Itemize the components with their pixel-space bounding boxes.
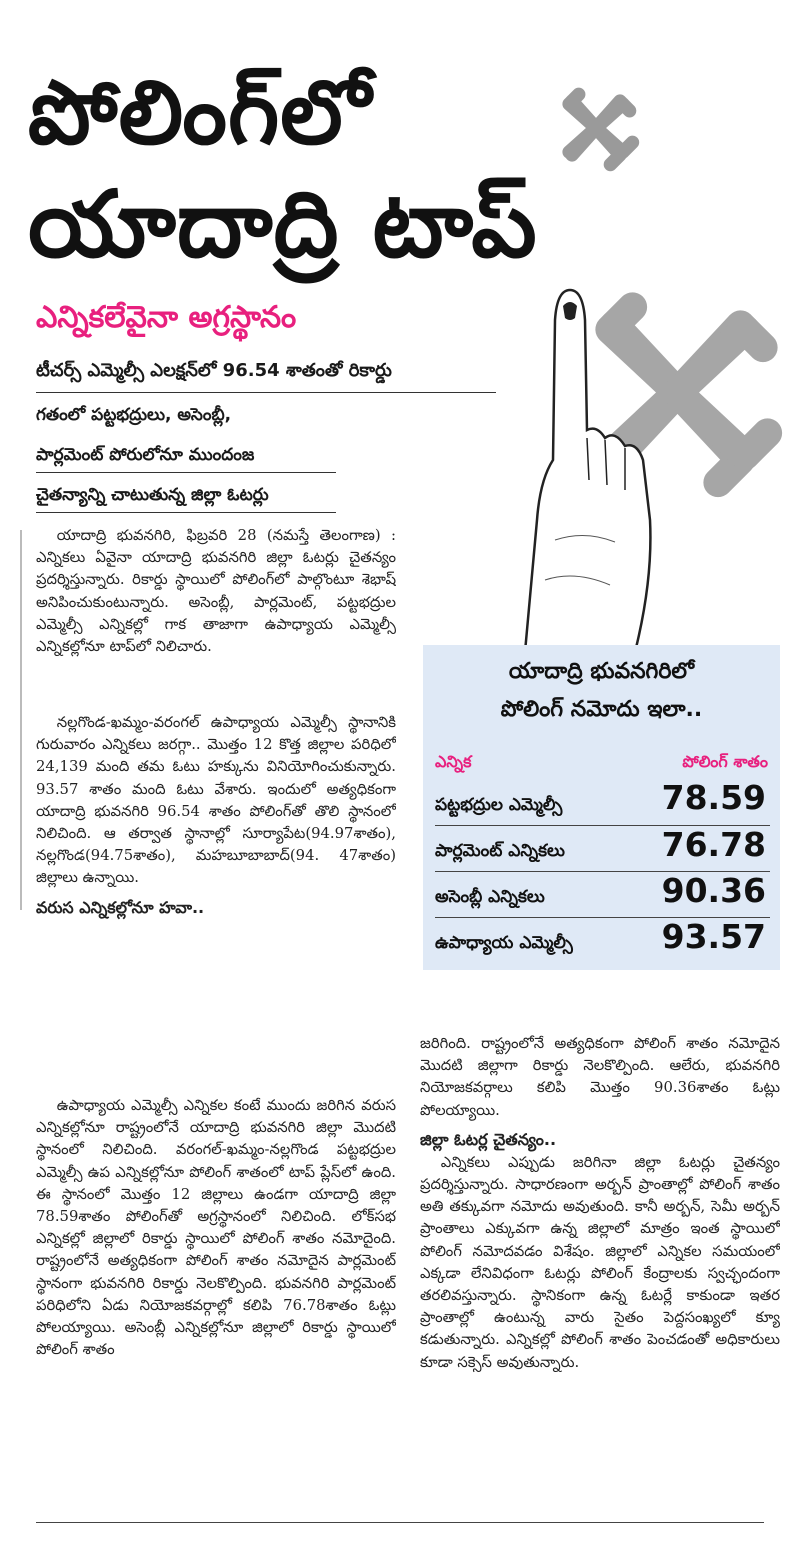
stat-row-label: అసెంబ్లీ ఎన్నికలు xyxy=(435,887,545,907)
subhead-1: టీచర్స్‌ ఎమ్మెల్సీ ఎలక్షన్‌లో 96.54 శాతంతో రికార్డు xyxy=(36,360,392,381)
subhead-3: పార్లమెంట్‌ పోరులోనూ ముందంజ xyxy=(36,445,255,465)
column-rule xyxy=(20,530,22,910)
divider xyxy=(36,472,336,473)
election-symbol-icon xyxy=(548,80,644,176)
section-heading: జిల్లా ఓటర్ల చైతన్యం.. xyxy=(420,1129,557,1149)
paragraph: యాదాద్రి భువనగిరి, ఫిబ్రవరి 28 (నమస్తే తెలంగాణ) : ఎన్నికలు ఏవైనా యాదాద్రి భువనగిరి జిల్లా ఓటర్లు చైతన్యం ప్రదర్శిస్తున్నారు. రికార్డు స్థాయిలో పోలింగ్‌లో పాల్గొంటూ శెభాష్‌ అనిపించుకుంటున్నారు. అసెంబ్లీ, పార్లమెంట్‌, పట్టభద్రుల ఎమ్మెల్సీ ఎన్నికల్లో గాక తాజాగా ఉపాధ్యాయ ఎమ్మెల్సీ ఎన్నికల్లోనూ టాప్‌లో నిలిచారు. xyxy=(36,527,396,656)
kicker: ఎన్నికలేవైనా అగ్రస్థానం xyxy=(36,300,297,335)
paragraph: ఎన్నికలు ఎప్పుడు జరిగినా జిల్లా ఓటర్లు చైతన్యం ప్రదర్శిస్తున్నారు. సాధారణంగా అర్బన్‌ ప్రాంతాల్లో పోలింగ్‌ శాతం అతి తక్కువగా నమోదు అవుతుంది. కానీ అర్బన్‌, సెమీ అర్బన్‌ ప్రాంతాలు ఎక్కువగా ఉన్న జిల్లాలో మాత్రం ఇంత స్థాయిలో పోలింగ్‌ నమోదవడం విశేషం. జిల్లాలో ఎన్నికల సమయంలో ఎక్కడా లేనివిధంగా ఓటర్లు పోలింగ్‌ కేంద్రాలకు స్వచ్ఛందంగా తరలివస్తున్నారు. స్థానికంగా ఉన్న ఓటర్లే కాకుండా ఇతర ప్రాంతాల్లో ఉంటున్న వారు సైతం పెద్దసంఖ్యలో క్యూ కడుతున్నారు. ఎన్నికల్లో పోలింగ్‌ శాతం పెంచడంతో అధికారులు కూడా సక్సెస్‌ అవుతున్నారు. xyxy=(420,1153,780,1371)
inked-finger-illustration xyxy=(515,280,665,660)
stat-row-label: పార్లమెంట్‌ ఎన్నికలు xyxy=(435,841,565,861)
article-column-1 xyxy=(36,525,396,710)
stat-row-value: 76.78 xyxy=(661,825,766,864)
stat-row-label: ఉపాధ్యాయ ఎమ్మెల్సీ xyxy=(435,933,573,953)
box-column-header-percentage: పోలింగ్‌ శాతం xyxy=(682,752,768,771)
subhead-4: చైతన్యాన్ని చాటుతున్న జిల్లా ఓటర్లు xyxy=(36,485,269,505)
article-column-2 xyxy=(36,712,396,1087)
box-column-header-election: ఎన్నిక xyxy=(435,752,472,771)
article-column-4 xyxy=(420,1033,780,1518)
headline-line-2: యాదాద్రి టాప్‌ xyxy=(28,171,538,278)
box-title-1: యాదాద్రి భువనగిరిలో xyxy=(508,659,695,684)
divider xyxy=(36,512,336,513)
subhead-2: గతంలో పట్టభద్రులు, అసెంబ్లీ, xyxy=(36,405,232,425)
divider xyxy=(36,392,496,393)
headline-line-1: పోలింగ్‌లో xyxy=(28,61,372,164)
polling-stats-box xyxy=(423,645,780,970)
stat-row-value: 78.59 xyxy=(661,778,766,817)
stat-row-label: పట్టభద్రుల ఎమ్మెల్సీ xyxy=(435,795,563,815)
paragraph: నల్లగొండ-ఖమ్మం-వరంగల్‌ ఉపాధ్యాయ ఎమ్మెల్సీ స్థానానికి గురువారం ఎన్నికలు జరగ్గా.. మొత్తం 12 కొత్త జిల్లాల పరిధిలో 24,139 మంది తమ ఓటు హక్కును వినియోగించుకున్నారు. 93.57 శాతం మంది ఓటు వేశారు. ఇందులో అత్యధికంగా యాదాద్రి భువనగిరి 96.54 శాతం పోలింగ్‌తో తొలి స్థానంలో నిలిచింది. ఆ తర్వాత స్థానాల్లో సూర్యాపేట(94.97శాతం), నల్లగొండ(94.75శాతం), మహబూబాబాద్‌(94. 47శాతం) జిల్లాలు ఉన్నాయి. xyxy=(36,714,396,887)
article-column-3 xyxy=(36,1095,396,1515)
box-title-2: పోలింగ్‌ నమోదు ఇలా.. xyxy=(500,697,703,722)
stat-row-value: 93.57 xyxy=(661,917,766,956)
stat-row-value: 90.36 xyxy=(661,871,766,910)
section-heading: వరుస ఎన్నికల్లోనూ హవా.. xyxy=(36,897,205,917)
paragraph: జరిగింది. రాష్ట్రంలోనే అత్యధికంగా పోలింగ్‌ శాతం నమోదైన మొదటి జిల్లాగా రికార్డు నెలకొల్పింది. ఆలేరు, భువనగిరి నియోజకవర్గాలు కలిపి మొత్తం 90.36శాతం ఓట్లు పోలయ్యాయి. xyxy=(420,1035,780,1119)
bottom-rule xyxy=(36,1522,764,1523)
paragraph: ఉపాధ్యాయ ఎమ్మెల్సీ ఎన్నికల కంటే ముందు జరిగిన వరుస ఎన్నికల్లోనూ రాష్ట్రంలోనే యాదాద్రి భువనగిరి జిల్లా మొదటి స్థానంలో నిలిచింది. వరంగల్‌-ఖమ్మం-నల్లగొండ పట్టభద్రుల ఎమ్మెల్సీ ఉప ఎన్నికల్లోనూ పోలింగ్‌ శాతంలో టాప్‌ ప్లేస్‌లో ఉంది. ఈ స్థానంలో మొత్తం 12 జిల్లాలు ఉండగా యాదాద్రి జిల్లా 78.59శాతం పోలింగ్‌తో అగ్రస్థానంలో నిలిచింది. లోక్‌సభ ఎన్నికల్లో జిల్లాలో రికార్డు స్థాయిలో పోలింగ్‌ శాతం నమోదైంది. రాష్ట్రంలోనే అత్యధికంగా పోలింగ్‌ శాతం నమోదైన పార్లమెంట్‌ స్థానంగా భువనగిరి రికార్డు నెలకొల్పింది. భువనగిరి పార్లమెంట్‌ పరిధిలోని ఏడు నియోజకవర్గాల్లో కలిపి 76.78శాతం ఓట్లు పోలయ్యాయి. అసెంబ్లీ ఎన్నికల్లోనూ జిల్లాలో రికార్డు స్థాయిలో పోలింగ్‌ శాతం xyxy=(36,1097,396,1359)
